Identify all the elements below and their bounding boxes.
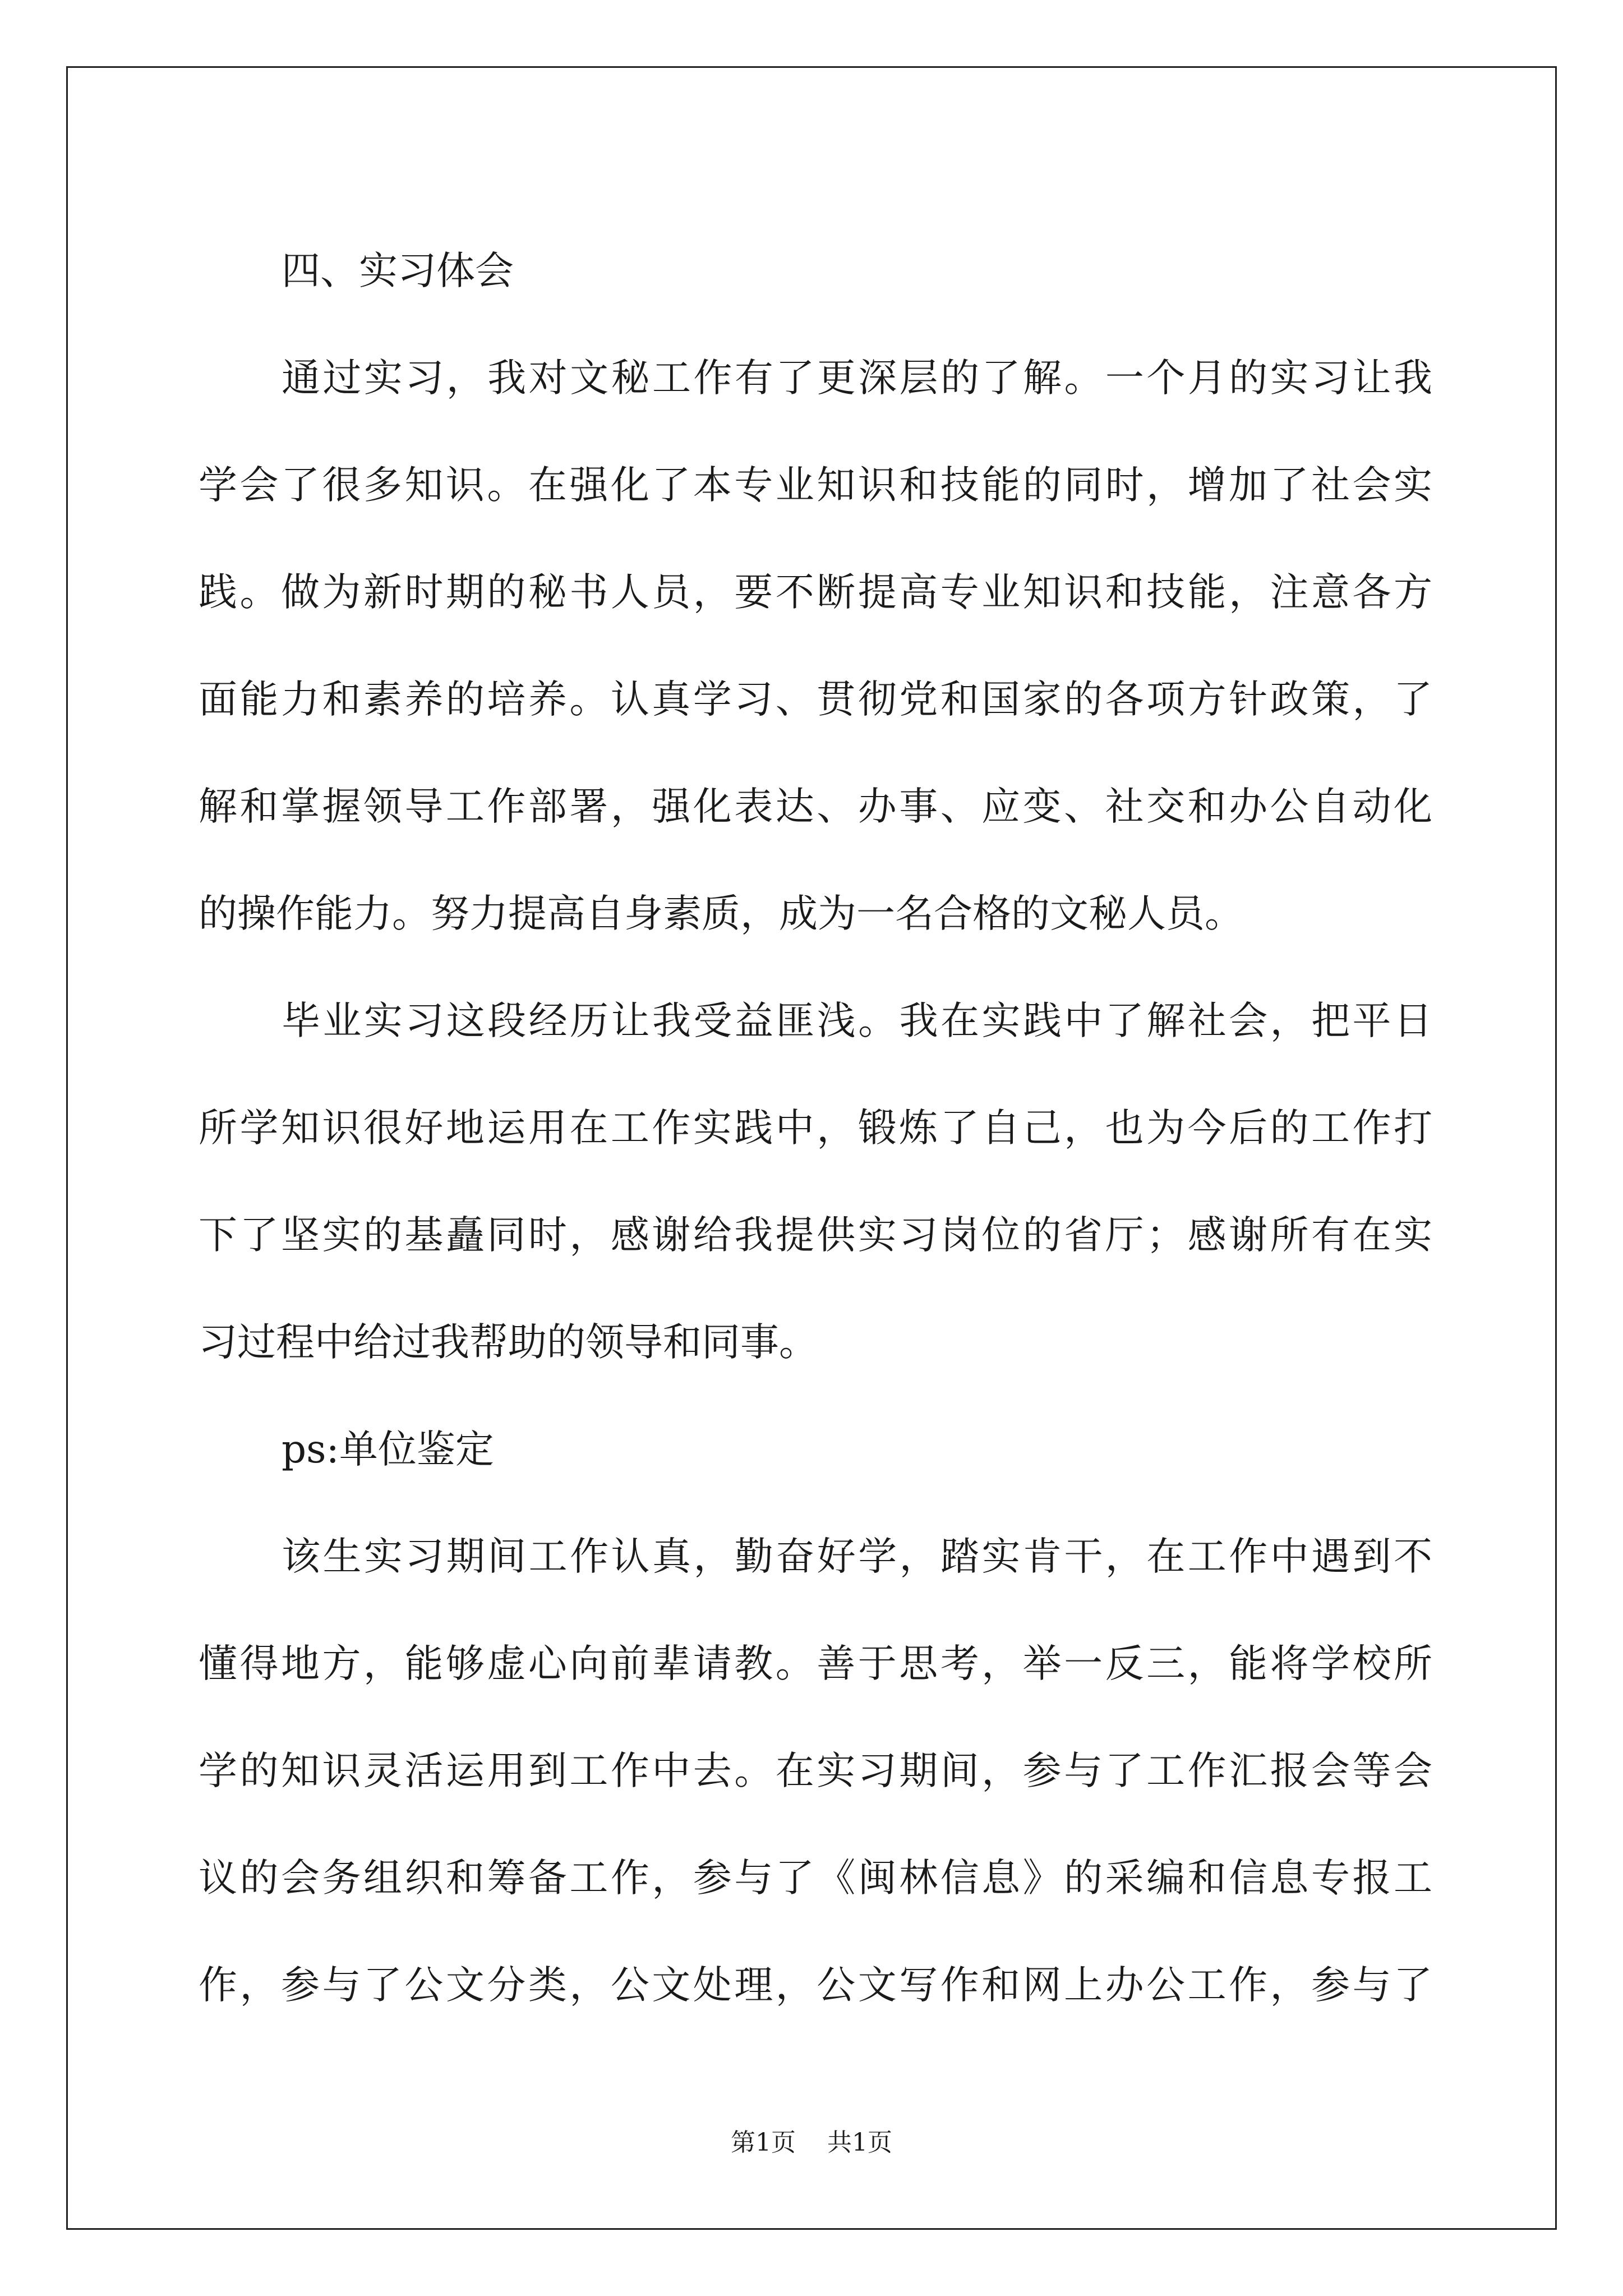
text-line: 学的知识灵活运用到工作中去。在实习期间，参与了工作汇报会等会: [199, 1749, 1432, 1793]
text-line: 习过程中给过我帮助的领导和同事。: [199, 1320, 818, 1365]
text-line: 毕业实习这段经历让我受益匪浅。我在实践中了解社会，把平日: [282, 999, 1432, 1043]
paragraph-2: [199, 968, 1432, 1396]
text-line: 议的会务组织和筹备工作，参与了《闽林信息》的采编和信息专报工: [199, 1856, 1432, 1901]
text-line: 的操作能力。努力提高自身素质，成为一名合格的文秘人员。: [199, 891, 1243, 936]
text-line: 作，参与了公文分类，公文处理，公文写作和网上办公工作，参与了: [199, 1963, 1432, 2008]
text-line: 通过实习，我对文秘工作有了更深层的了解。一个月的实习让我: [282, 356, 1432, 401]
text-line: 学会了很多知识。在强化了本专业知识和技能的同时，增加了社会实: [199, 463, 1432, 508]
document-body: [199, 218, 1432, 2039]
section-heading-unit-appraisal: ps:单位鉴定: [282, 1427, 494, 1472]
paragraph-3: [199, 1503, 1432, 2039]
page-number-current: 第1页: [731, 2128, 796, 2157]
text-line: 解和掌握领导工作部署，强化表达、办事、应变、社交和办公自动化: [199, 784, 1432, 829]
text-line: 面能力和素养的培养。认真学习、贯彻党和国家的各项方针政策，了: [199, 677, 1432, 722]
section-heading-internship-experience: 四、实习体会: [282, 249, 514, 293]
text-line: 践。做为新时期的秘书人员，要不断提高专业知识和技能，注意各方: [199, 570, 1432, 615]
page-footer: [0, 2126, 1623, 2160]
page-number-total: 共1页: [827, 2128, 892, 2157]
text-line: 懂得地方，能够虚心向前辈请教。善于思考，举一反三，能将学校所: [199, 1641, 1432, 1686]
text-line: 所学知识很好地运用在工作实践中，锻炼了自己，也为今后的工作打: [199, 1106, 1432, 1151]
paragraph-1: [199, 325, 1432, 968]
text-line: 下了坚实的基矗同时，感谢给我提供实习岗位的省厅；感谢所有在实: [199, 1213, 1432, 1258]
text-line: 该生实习期间工作认真，勤奋好学，踏实肯干，在工作中遇到不: [282, 1534, 1432, 1579]
